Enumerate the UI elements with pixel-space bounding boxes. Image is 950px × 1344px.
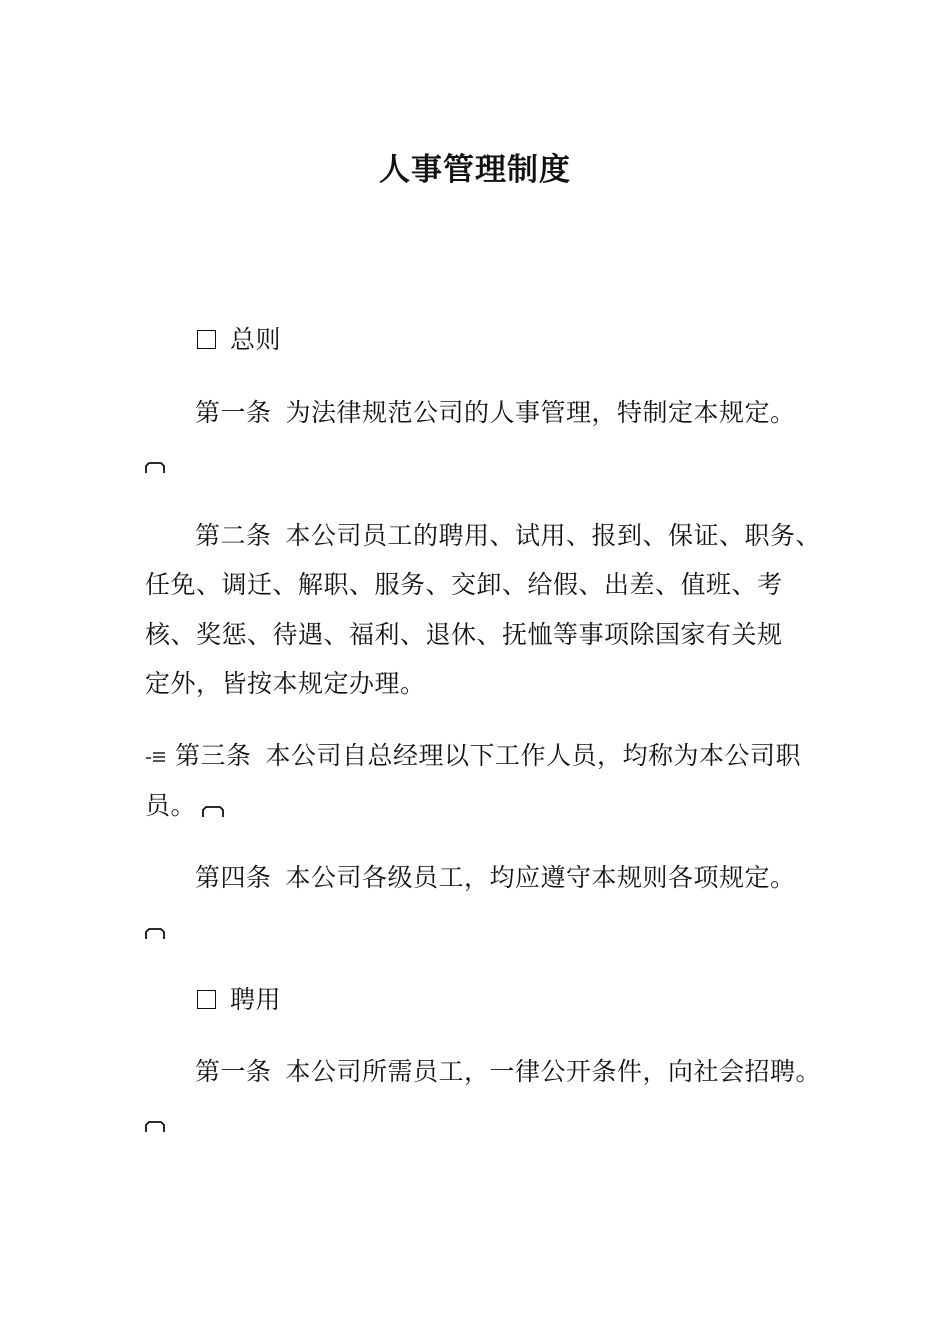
- paragraph-mark-icon: [145, 928, 165, 939]
- article-3-line-1: [145, 739, 801, 773]
- article-text: 本公司各级员工，均应遵守本规则各项规定。: [285, 863, 796, 892]
- article-text: 员。: [145, 791, 197, 820]
- article-number: 第一条: [195, 1057, 272, 1086]
- section-heading-label: 聘用: [230, 985, 282, 1014]
- checkbox-square-icon: [197, 330, 216, 349]
- article-2-line-1: [195, 519, 821, 553]
- article-1: [195, 396, 796, 430]
- article-2-line-4: 定外，皆按本规定办理。: [145, 669, 426, 698]
- paragraph-mark-icon: [145, 462, 165, 473]
- paragraph-mark-icon: [202, 804, 224, 818]
- article-text: 本公司员工的聘用、试用、报到、保证、职务、: [285, 521, 822, 550]
- article-2-line-3: 核、奖惩、待遇、福利、退休、抚恤等事项除国家有关规: [145, 620, 783, 649]
- document-title: 人事管理制度: [379, 152, 571, 188]
- article-number: 第二条: [195, 521, 272, 550]
- list-marker-icon: [145, 747, 167, 765]
- article-3-line-2: [145, 789, 224, 823]
- recruitment-article-1: [195, 1055, 821, 1089]
- article-text: 为法律规范公司的人事管理，特制定本规定。: [285, 398, 796, 427]
- section-heading-recruitment: [197, 983, 281, 1017]
- article-number: 第四条: [195, 863, 272, 892]
- article-4: [195, 861, 796, 895]
- article-2-line-2: 任免、调迁、解职、服务、交卸、给假、出差、值班、考: [145, 570, 783, 599]
- section-heading-label: 总则: [230, 325, 282, 354]
- section-heading-general: [197, 323, 281, 357]
- article-text: 本公司所需员工，一律公开条件，向社会招聘。: [285, 1057, 822, 1086]
- article-number: 第三条: [175, 741, 252, 770]
- checkbox-square-icon: [197, 990, 216, 1009]
- article-number: 第一条: [195, 398, 272, 427]
- article-text: 本公司自总经理以下工作人员，均称为本公司职: [265, 741, 802, 770]
- paragraph-mark-icon: [145, 1121, 165, 1132]
